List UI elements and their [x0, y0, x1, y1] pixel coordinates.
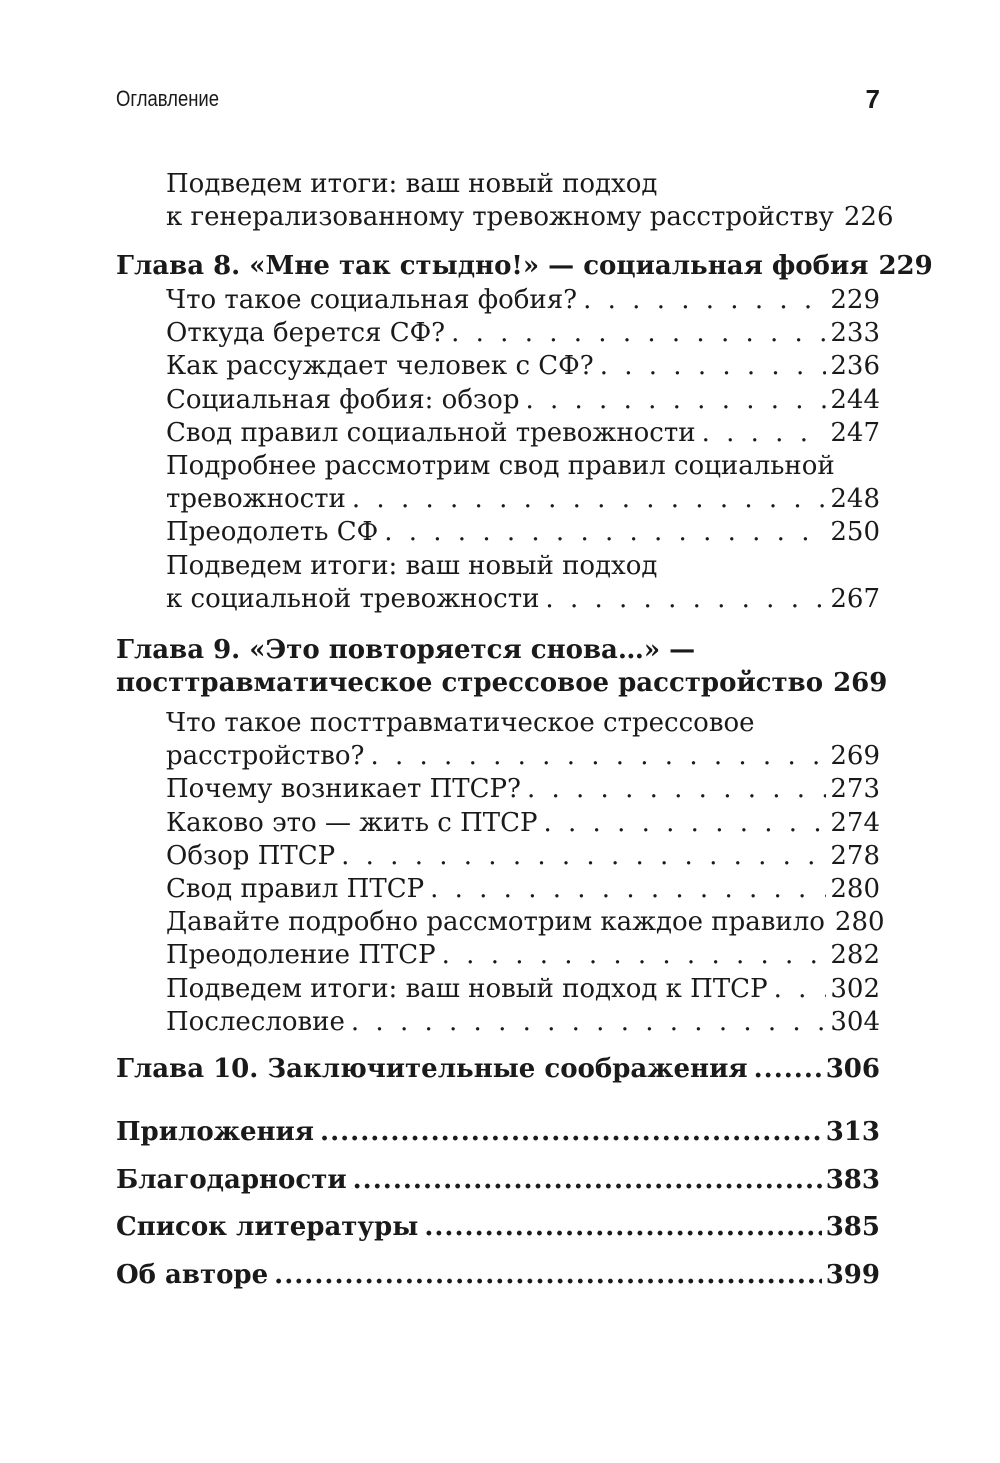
leader-dots	[384, 516, 826, 549]
toc-entry-label: Социальная фобия: обзор	[166, 384, 520, 415]
leader-dots	[527, 773, 826, 806]
toc-back-entry[interactable]	[116, 1259, 880, 1293]
toc-entry-label: к генерализованному тревожному расстройству	[166, 202, 834, 233]
chapter-title: Глава 10. Заключительные соображения	[116, 1053, 748, 1084]
toc-entry-label: Как рассуждает человек с СФ?	[166, 351, 594, 382]
toc-back-entry[interactable]	[116, 1116, 880, 1150]
leader-dots	[430, 873, 826, 906]
chapter-page: 306	[825, 1053, 880, 1084]
leader-dots	[544, 807, 827, 840]
toc-entry-page: 280	[834, 907, 885, 938]
back-entry-page: 399	[825, 1259, 880, 1290]
back-entry-label: Приложения	[116, 1117, 315, 1148]
leader-dots	[352, 483, 826, 516]
toc-entry-page: 269	[830, 741, 880, 772]
leader-dots	[341, 840, 826, 873]
toc-entry-label: расстройство?	[166, 741, 365, 772]
toc-entry-page: 233	[830, 318, 880, 349]
toc-entry[interactable]	[166, 384, 880, 417]
toc-entry-label: Обзор ПТСР	[166, 840, 336, 871]
page-number: 7	[865, 84, 880, 114]
toc-entry-label: Подведем итоги: ваш новый подход к ПТСР	[166, 973, 768, 1004]
leader-dots	[702, 417, 827, 450]
chapter-page: 269	[833, 668, 888, 699]
toc-entry-page: 247	[830, 417, 880, 448]
toc-chapter-8-items	[116, 284, 880, 616]
toc-entry-page: 244	[830, 384, 880, 415]
toc-entry[interactable]	[166, 1006, 880, 1039]
toc-entry[interactable]	[166, 350, 880, 383]
toc-entry-label: Что такое социальная фобия?	[166, 284, 578, 315]
toc-entry[interactable]	[166, 707, 880, 740]
toc-entry-label: Подробнее рассмотрим свод правил социальной	[166, 450, 835, 481]
leader-dots	[351, 1006, 826, 1039]
toc-entry-page: 273	[830, 774, 880, 805]
toc-entry[interactable]	[116, 168, 894, 234]
toc-entry[interactable]	[166, 939, 880, 972]
toc-entry-label: Подведем итоги: ваш новый подход	[166, 550, 658, 581]
back-entry-page: 313	[825, 1117, 880, 1148]
back-entry-label: Об авторе	[116, 1259, 269, 1290]
chapter-page: 229	[878, 251, 933, 282]
toc-entry-label: к социальной тревожности	[166, 583, 540, 614]
chapter-title: Глава 8. «Мне так стыдно!» — социальная фобия	[116, 251, 869, 282]
toc-entry[interactable]	[166, 550, 880, 583]
toc-entry-cont[interactable]	[166, 740, 880, 773]
toc-entry[interactable]	[166, 450, 880, 483]
toc-entry-page: 229	[830, 284, 880, 315]
toc-entry-label: Преодолеть СФ	[166, 517, 379, 548]
leader-dots	[320, 1116, 822, 1150]
toc-entry-label: Что такое посттравматическое стрессовое	[166, 707, 755, 738]
toc-entry[interactable]	[166, 840, 880, 873]
leader-dots	[370, 740, 826, 773]
toc-entry-label: Каково это — жить с ПТСР	[166, 807, 538, 838]
toc-entry-label: Давайте подробно рассмотрим каждое правило	[166, 907, 825, 938]
leader-dots	[353, 1164, 822, 1198]
toc-entry-page: 280	[830, 873, 880, 904]
toc-back-matter	[116, 1116, 880, 1292]
toc-entry-label: Преодоление ПТСР	[166, 940, 436, 971]
leader-dots	[600, 350, 827, 383]
toc-entry[interactable]	[166, 807, 880, 840]
toc-entry-cont[interactable]	[166, 583, 880, 616]
toc-entry-label: Послесловие	[166, 1006, 345, 1037]
table-of-contents	[116, 168, 933, 1292]
toc-entry-page: 274	[830, 807, 880, 838]
toc-entry-label: Откуда берется СФ?	[166, 318, 446, 349]
running-head	[116, 86, 880, 118]
back-entry-page: 385	[825, 1212, 880, 1243]
leader-dots	[754, 1053, 822, 1087]
back-entry-label: Список литературы	[116, 1212, 419, 1243]
leader-dots	[545, 583, 826, 616]
toc-entry-page: 302	[830, 973, 880, 1004]
toc-chapter-9-items	[116, 707, 885, 1039]
toc-entry-page: 248	[830, 484, 880, 515]
toc-entry-label: Свод правил ПТСР	[166, 873, 425, 904]
toc-entry-page: 282	[830, 940, 880, 971]
toc-entry[interactable]	[166, 516, 880, 549]
toc-back-entry[interactable]	[116, 1211, 880, 1245]
chapter-title: Глава 9. «Это повторяется снова…» —	[116, 634, 696, 665]
toc-entry-label: Подведем итоги: ваш новый подход	[166, 169, 658, 199]
toc-entry-page: 267	[830, 583, 880, 614]
toc-entry-page: 278	[830, 840, 880, 871]
leader-dots	[274, 1259, 822, 1293]
toc-entry[interactable]	[166, 417, 880, 450]
toc-entry-label: Свод правил социальной тревожности	[166, 417, 696, 448]
toc-entry-page: 250	[830, 517, 880, 548]
toc-entry-page: 226	[843, 202, 894, 233]
toc-chapter-9[interactable]	[116, 634, 888, 701]
toc-entry[interactable]	[166, 773, 880, 806]
leader-dots	[442, 939, 827, 972]
toc-entry[interactable]	[166, 973, 880, 1006]
back-entry-page: 383	[825, 1164, 880, 1195]
toc-entry[interactable]	[166, 284, 880, 317]
toc-entry[interactable]	[166, 317, 880, 350]
toc-entry[interactable]	[166, 873, 880, 906]
toc-chapter-8[interactable]	[116, 250, 933, 284]
running-head-title: Оглавление	[116, 86, 220, 111]
chapter-title: посттравматическое стрессовое расстройство	[116, 668, 824, 699]
leader-dots	[774, 973, 827, 1006]
toc-entry-page: 236	[830, 351, 880, 382]
toc-entry-label: Почему возникает ПТСР?	[166, 774, 521, 805]
back-entry-label: Благодарности	[116, 1164, 347, 1195]
toc-entry-label: тревожности	[166, 484, 346, 515]
leader-dots	[583, 284, 826, 317]
leader-dots	[424, 1211, 821, 1245]
toc-chapter-10[interactable]	[116, 1053, 880, 1087]
leader-dots	[525, 384, 826, 417]
toc-back-entry[interactable]	[116, 1164, 880, 1198]
leader-dots	[451, 317, 826, 350]
toc-entry[interactable]	[166, 906, 885, 939]
toc-entry-page: 304	[830, 1006, 880, 1037]
toc-entry-cont[interactable]	[166, 483, 880, 516]
